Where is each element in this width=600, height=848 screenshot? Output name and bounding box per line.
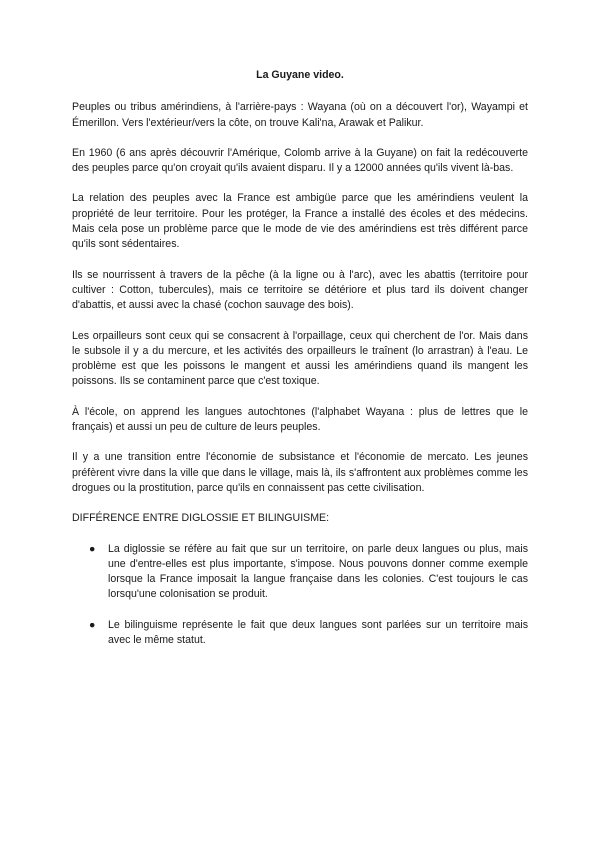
list-item-text: La diglossie se réfère au fait que sur un territoire, on parle deux langues ou plus, mais une d'entre-elles est plus importante, s'impose. Nous pouvons donner comme exemple lorsque la France imposait la langue française dans les colonies. C'est toujours le cas lorsqu'une colonisation se produit. (108, 542, 528, 601)
paragraph-ecole: À l'école, on apprend les langues autochtones (l'alphabet Wayana : plus de lettres que le français) et aussi un peu de culture de leurs peuples. (72, 405, 528, 434)
bullet-list (72, 542, 528, 649)
paragraph-1960: En 1960 (6 ans après découvrir l'Amérique, Colomb arrive à la Guyane) on fait la redécouverte des peuples parce qu'on croyait qu'ils avaient disparu. Il y a 12000 années qu'ils vivent là-bas. (72, 146, 528, 175)
bullet-icon: ● (89, 618, 96, 631)
paragraph-nourriture: Ils se nourrissent à travers de la pêche (à la ligne ou à l'arc), avec les abattis (territoire pour cultiver : Cotton, tubercules), mais ce territoire se détériore et plus tard ils doivent changer d'abattis, et aussi avec la chasé (cochon sauvage des bois). (72, 268, 528, 312)
paragraph-transition: Il y a une transition entre l'économie de subsistance et l'économie de mercato. Les jeunes préfèrent vivre dans la ville que dans le village, mais là, ils s'affrontent aux problèmes comme les drogues ou la prostitution, parce qu'ils en connaissent pas cette civilisation. (72, 451, 528, 494)
paragraph-peuples: Peuples ou tribus amérindiens, à l'arrière-pays : Wayana (où on a découvert l'or), Wayampi et Émerillon. Vers l'extérieur/vers la côte, on trouve Kali'na, Arawak et Palikur. (72, 101, 528, 129)
list-item-diglossie (72, 542, 528, 603)
list-item-bilinguisme (72, 618, 528, 649)
list-item-text: Le bilinguisme représente le fait que deux langues sont parlées sur un territoire mais avec le même statut. (108, 618, 528, 647)
paragraph-relation: La relation des peuples avec la France est ambigüe parce que les amérindiens veulent la propriété de leur territoire. Pour les protéger, la France a installé des écoles et des médecins. Mais cela pose un problème parce que le mode de vie des amérindiens est très différent parce qu'ils sont sédentaires. (72, 192, 528, 251)
bullet-icon: ● (89, 542, 96, 555)
paragraph-orpailleurs: Les orpailleurs sont ceux qui se consacrent à l'orpaillage, ceux qui cherchent de l'or. Mais dans le subsole il y a du mercure, et les activités des orpailleurs le traînent (lo arrastran) à l'eau. Le problème est que les poissons le mangent et aussi les amérindiens quand ils mangent les poissons. Ils se contaminent parce que c'est toxique. (72, 329, 528, 388)
section-heading: DIFFÉRENCE ENTRE DIGLOSSIE ET BILINGUISME: (72, 512, 330, 525)
document-title: La Guyane video. (256, 69, 344, 81)
